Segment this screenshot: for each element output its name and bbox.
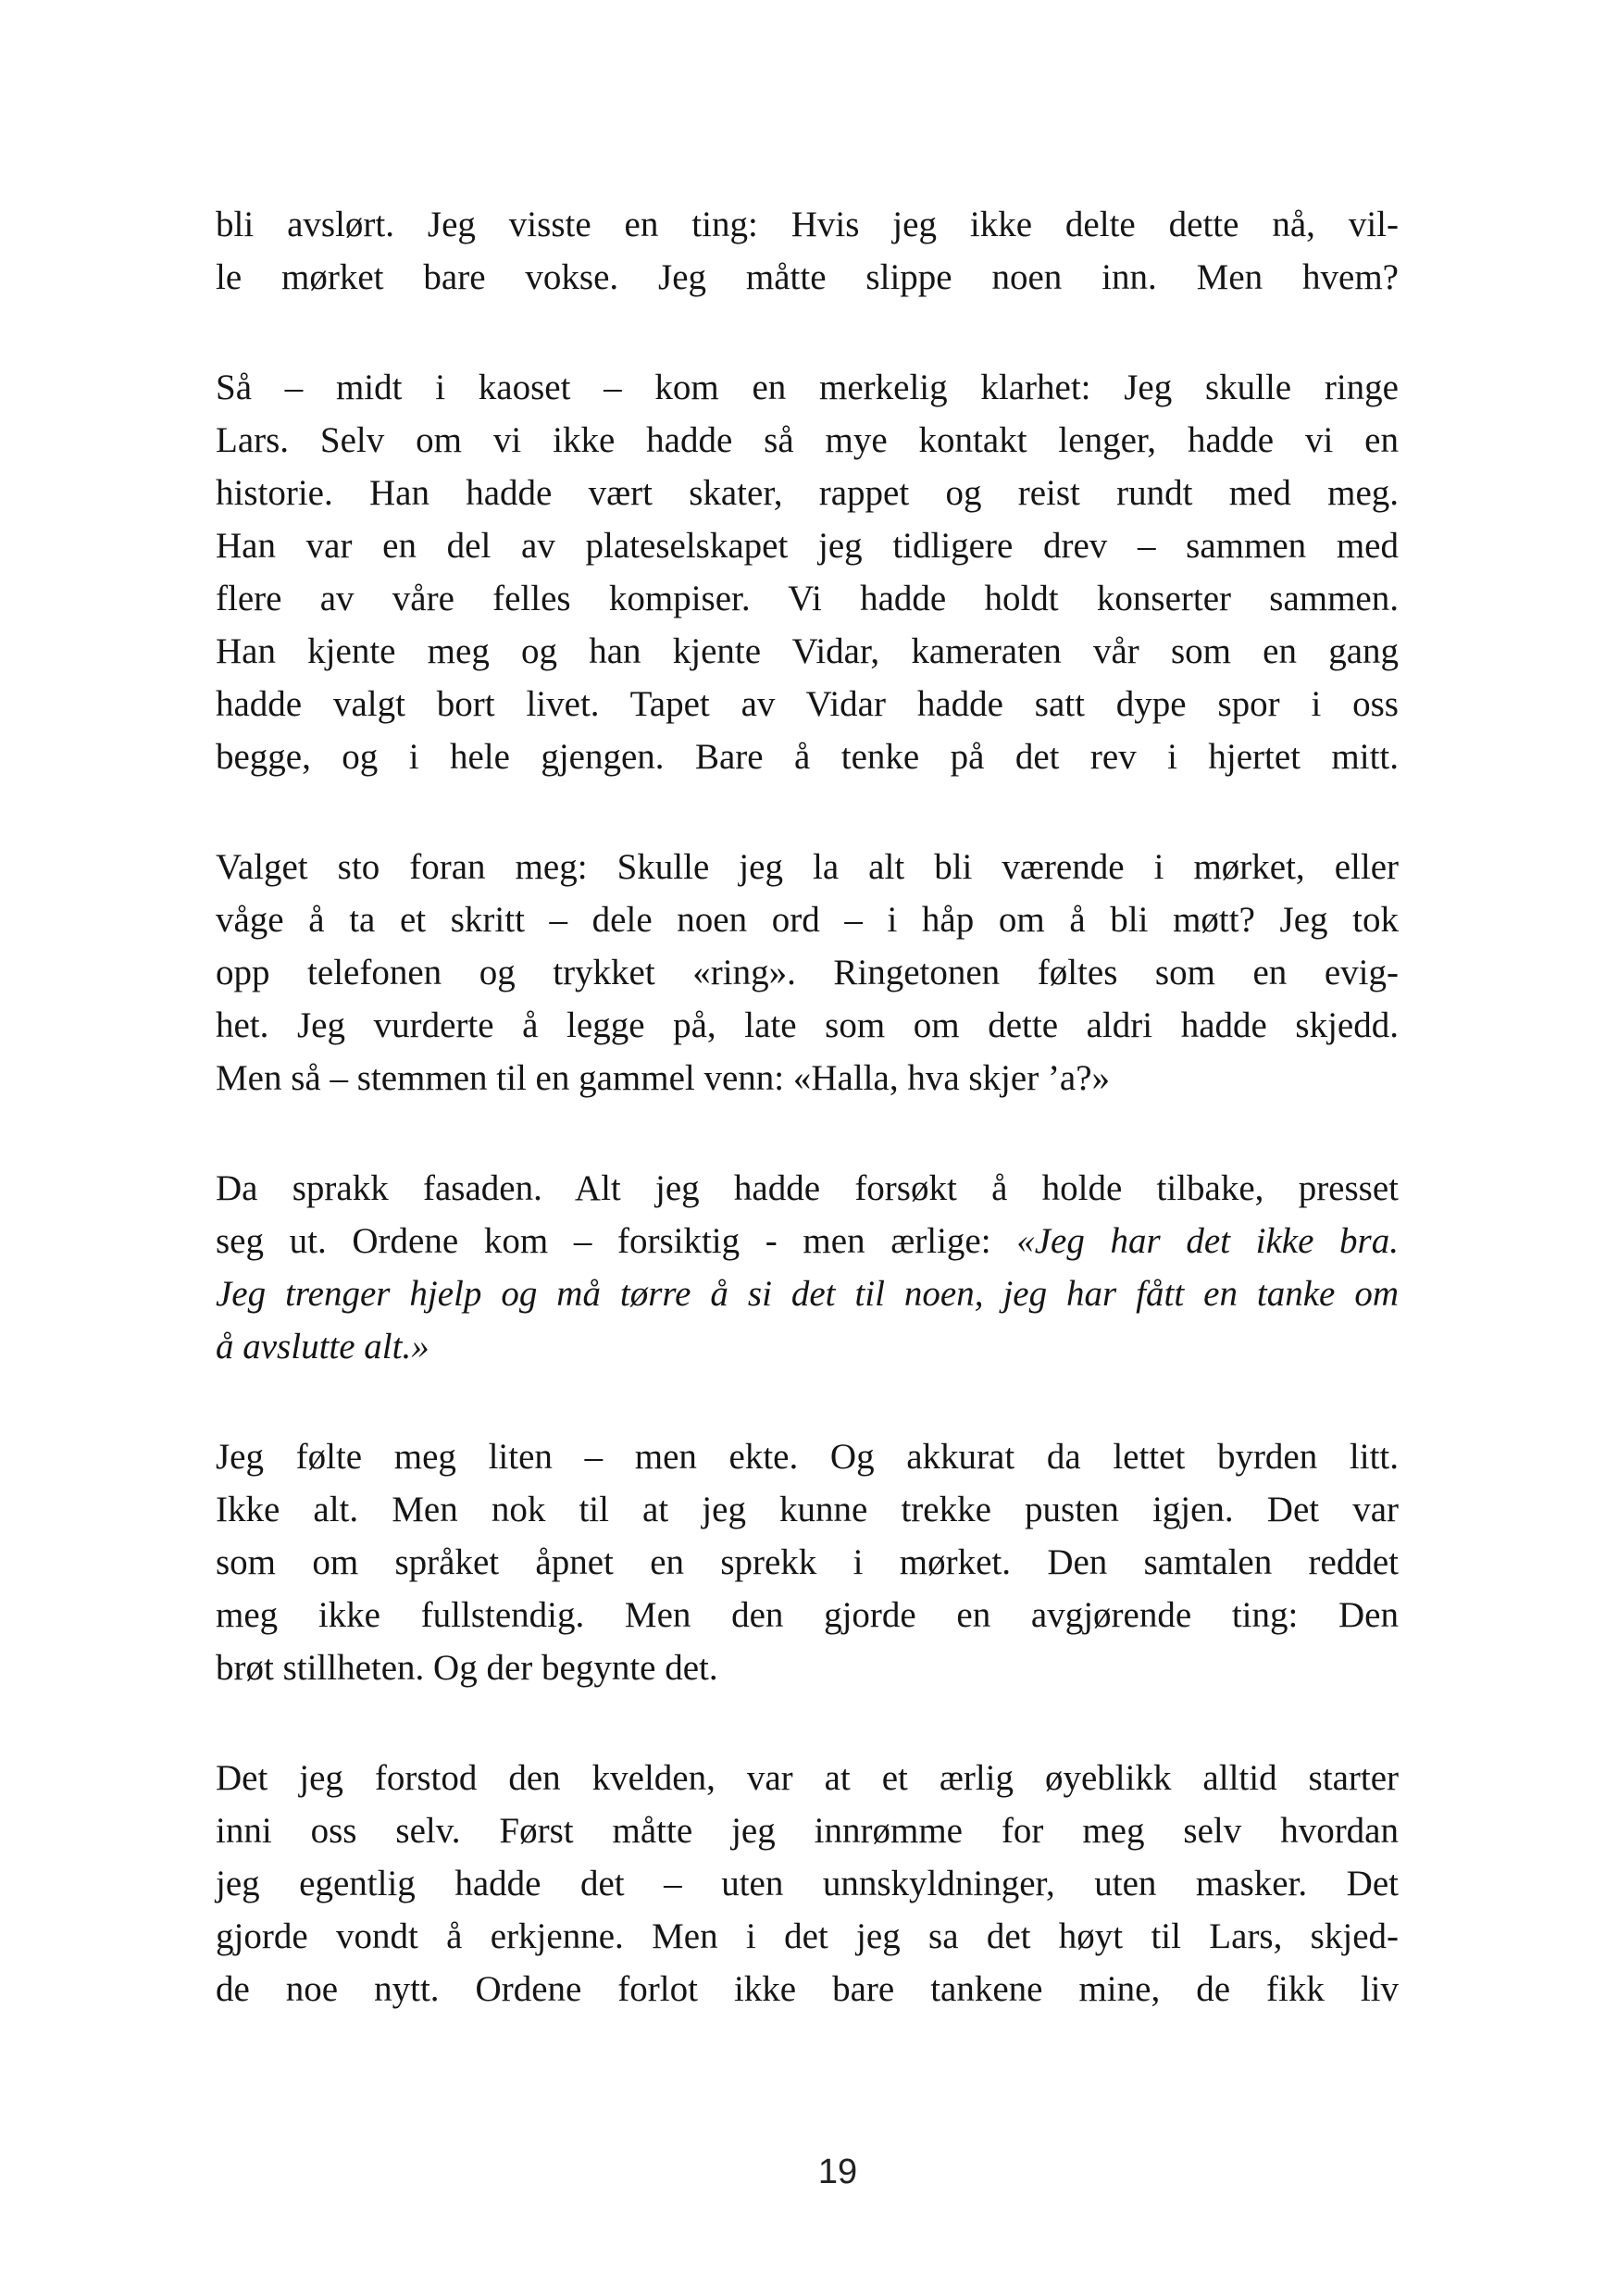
text-segment: Lars. Selv om vi ikke hadde så mye kontakt lenger, hadde vi en [216, 420, 1399, 460]
text-segment: Men så – stemmen til en gammel venn: «Halla, hva skjer ’a?» [216, 1058, 1111, 1098]
text-segment: Så – midt i kaoset – kom en merkelig klarhet: Jeg skulle ringe [216, 368, 1399, 407]
text-segment: brøt stillheten. Og der begynte det. [216, 1648, 718, 1688]
text-line [216, 999, 1399, 1052]
text-segment: meg ikke fullstendig. Men den gjorde en avgjørende ting: Den [216, 1595, 1399, 1635]
text-line [216, 414, 1399, 467]
text-segment: opp telefonen og trykket «ring». Ringetonen føltes som en evig- [216, 953, 1399, 992]
text-line [216, 841, 1399, 893]
text-segment: hadde valgt bort livet. Tapet av Vidar hadde satt dype spor i oss [216, 684, 1399, 724]
text-line [216, 572, 1399, 625]
text-segment: de noe nytt. Ordene forlot ikke bare tankene mine, de fikk liv [216, 1969, 1399, 2009]
text-segment: våge å ta et skritt – dele noen ord – i håp om å bli møtt? Jeg tok [216, 900, 1399, 940]
text-segment: som om språket åpnet en sprekk i mørket. Den samtalen reddet [216, 1542, 1399, 1582]
text-segment: gjorde vondt å erkjenne. Men i det jeg sa det høyt til Lars, skjed- [216, 1916, 1399, 1956]
text-line [216, 1162, 1399, 1215]
text-block [216, 198, 1399, 2015]
text-line [216, 1267, 1399, 1320]
text-line [216, 678, 1399, 730]
text-segment: flere av våre felles kompiser. Vi hadde holdt konserter sammen. [216, 579, 1399, 618]
text-line [216, 467, 1399, 519]
text-segment: Ikke alt. Men nok til at jeg kunne trekke pusten igjen. Det var [216, 1490, 1399, 1529]
text-line [216, 893, 1399, 946]
text-segment: het. Jeg vurderte å legge på, late som om dette aldri hadde skjedd. [216, 1005, 1399, 1045]
text-segment: Det jeg forstod den kvelden, var at et ærlig øyeblikk alltid starter [216, 1758, 1399, 1798]
text-line [216, 1320, 1399, 1373]
text-line [216, 251, 1399, 304]
text-segment: Da sprakk fasaden. Alt jeg hadde forsøkt å holde tilbake, presset [216, 1168, 1399, 1208]
text-line [216, 1752, 1399, 1804]
text-line [216, 1804, 1399, 1857]
text-segment: historie. Han hadde vært skater, rappet og reist rundt med meg. [216, 473, 1399, 513]
text-segment: le mørket bare vokse. Jeg måtte slippe noen inn. Men hvem? [216, 257, 1399, 297]
text-line [216, 1430, 1399, 1483]
text-line [216, 625, 1399, 678]
text-line [216, 1641, 1399, 1694]
text-segment: Han var en del av plateselskapet jeg tidligere drev – sammen med [216, 526, 1399, 566]
text-line [216, 1963, 1399, 2015]
text-line [216, 730, 1399, 783]
paragraph [216, 841, 1399, 1104]
text-line [216, 1536, 1399, 1589]
text-line [216, 361, 1399, 414]
text-segment: seg ut. Ordene kom – forsiktig - men ærlige: [216, 1221, 1017, 1261]
text-segment: Valget sto foran meg: Skulle jeg la alt bli værende i mørket, eller [216, 847, 1399, 887]
page-number: 19 [817, 2152, 858, 2191]
italic-text-segment: å avslutte alt.» [216, 1327, 429, 1366]
text-segment: begge, og i hele gjengen. Bare å tenke på det rev i hjertet mitt. [216, 737, 1399, 777]
italic-text-segment: «Jeg har det ikke bra. [1016, 1221, 1399, 1261]
text-line [216, 1857, 1399, 1910]
text-line [216, 946, 1399, 999]
text-segment: bli avslørt. Jeg visste en ting: Hvis jeg ikke delte dette nå, vil- [216, 205, 1399, 244]
text-line [216, 1215, 1399, 1267]
text-line [216, 519, 1399, 572]
paragraph [216, 1752, 1399, 2015]
text-line [216, 1910, 1399, 1963]
paragraph [216, 1430, 1399, 1694]
paragraph [216, 1162, 1399, 1373]
text-segment: Jeg følte meg liten – men ekte. Og akkurat da lettet byrden litt. [216, 1437, 1399, 1477]
text-line [216, 198, 1399, 251]
paragraph [216, 198, 1399, 304]
text-segment: jeg egentlig hadde det – uten unnskyldninger, uten masker. Det [216, 1864, 1399, 1903]
text-segment: Han kjente meg og han kjente Vidar, kameraten vår som en gang [216, 631, 1399, 671]
text-segment: inni oss selv. Først måtte jeg innrømme for meg selv hvordan [216, 1811, 1399, 1851]
italic-text-segment: Jeg trenger hjelp og må tørre å si det til noen, jeg har fått en tanke om [216, 1274, 1399, 1314]
paragraph [216, 361, 1399, 783]
text-line [216, 1589, 1399, 1641]
text-line [216, 1052, 1399, 1104]
text-line [216, 1483, 1399, 1536]
